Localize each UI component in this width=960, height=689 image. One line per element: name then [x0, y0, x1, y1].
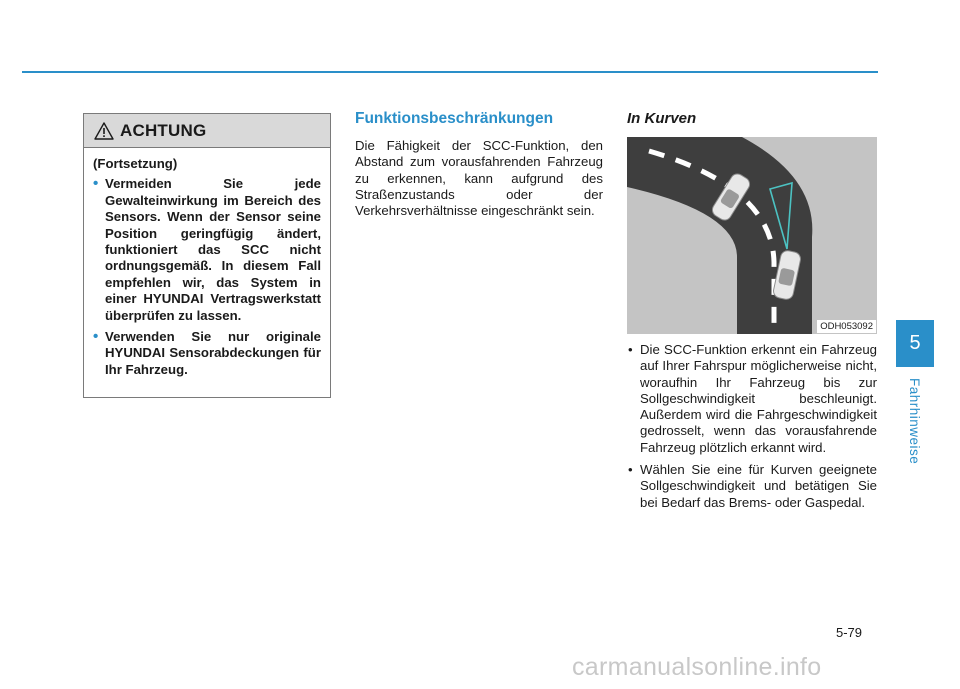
section-paragraph: Die Fähigkeit der SCC-Funktion, den Abstand zum vorausfahrenden Fahrzeug zu erkennen, kann aufgrund des Straßenzustands oder der Verkehrsverhältnisse eingeschränkt sein.	[355, 138, 603, 219]
page-number: 5-79	[836, 625, 863, 640]
warning-body	[84, 148, 330, 378]
limitations-section	[355, 110, 603, 219]
curve-illustration	[627, 137, 877, 334]
figure-code: ODH053092	[817, 320, 876, 333]
curves-item: • Wählen Sie eine für Kurven geeignete Sollgeschwindigkeit und betätigen Sie bei Bedarf das Brems- oder Gaspedal.	[627, 462, 877, 511]
curve-road-drawing	[627, 137, 877, 334]
warning-box	[83, 113, 331, 398]
watermark: carmanualsonline.info	[572, 653, 822, 681]
warning-list	[93, 176, 321, 378]
chapter-number-tab: 5	[896, 320, 934, 367]
curves-title: In Kurven	[627, 110, 697, 127]
warning-item: • Verwenden Sie nur originale HYUNDAI Sensorabdeckungen für Ihr Fahrzeug.	[93, 329, 321, 378]
section-title: Funktionsbeschränkungen	[355, 110, 554, 127]
header-rule	[22, 71, 878, 73]
warning-title: ACHTUNG	[120, 120, 207, 140]
curves-list	[627, 342, 877, 511]
curves-item: • Die SCC-Funktion erkennt ein Fahrzeug auf Ihrer Fahrspur möglicherweise nicht, woraufhin Ihr Fahrzeug bis zur Sollgeschwindigkeit beschleunigt. Außerdem wird die Fahrgeschwindigkeit gedrosselt, wenn das vorausfahrende Fahrzeug plötzlich erkannt wird.	[627, 342, 877, 456]
curves-section	[627, 110, 877, 517]
warning-item: • Vermeiden Sie jede Gewalteinwirkung im Bereich des Sensors. Wenn der Sensor seine Position geringfügig ändert, funktioniert das SCC nicht ordnungsgemäß. In diesem Fall empfehlen wir, das System in einer HYUNDAI Vertragswerkstatt überprüfen zu lassen.	[93, 176, 321, 324]
warning-header	[84, 114, 330, 148]
warning-continuation: (Fortsetzung)	[93, 156, 178, 171]
chapter-label: Fahrhinweise	[907, 378, 922, 465]
warning-triangle-icon	[94, 122, 114, 140]
